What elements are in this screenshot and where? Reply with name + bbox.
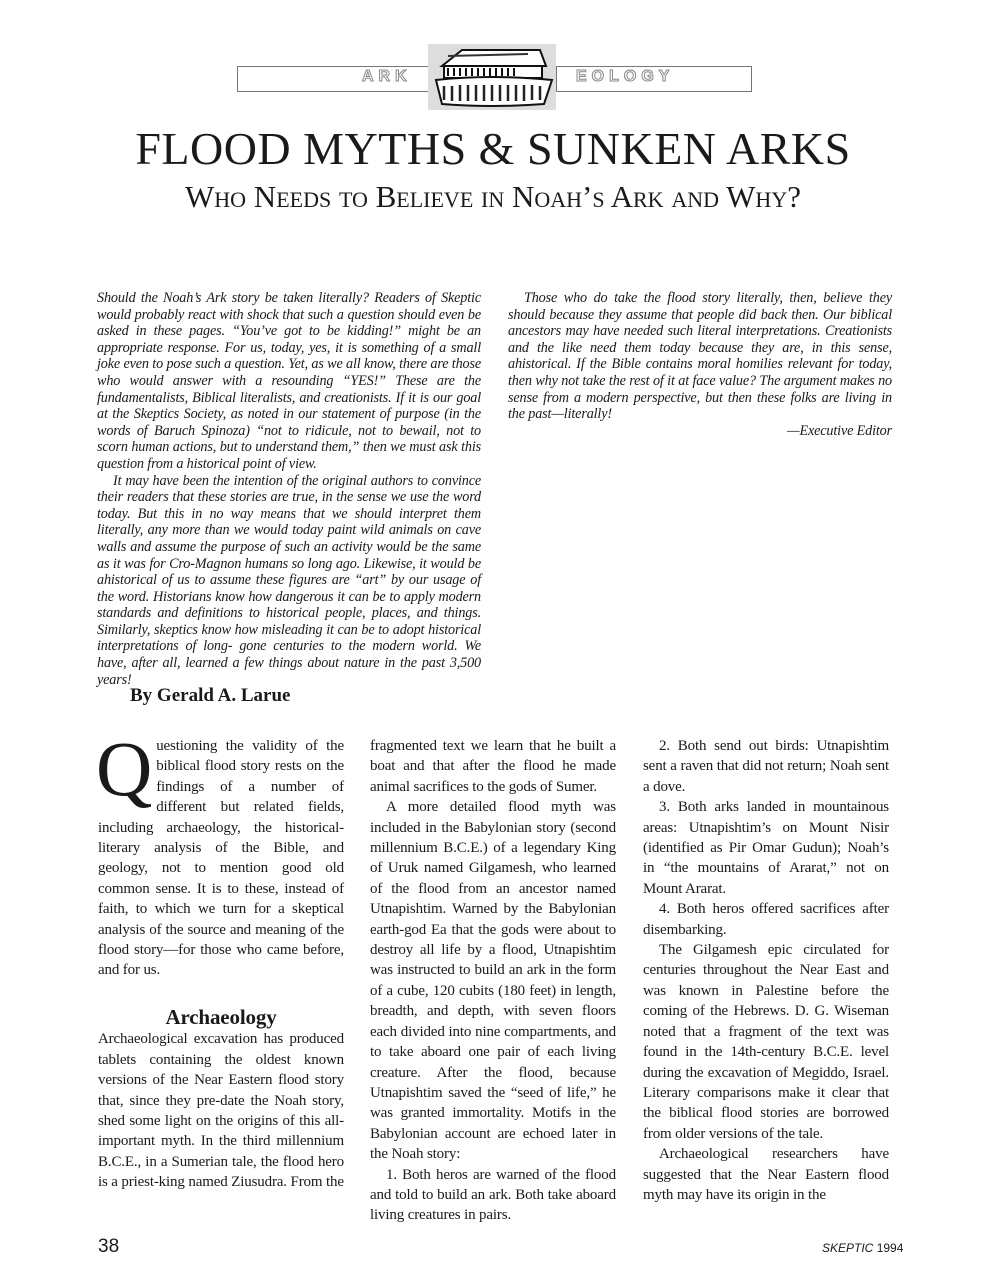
section-heading: Archaeology bbox=[165, 1004, 277, 1029]
header-label-right: EOLOGY bbox=[576, 68, 675, 85]
article-paragraph: 4. Both heros offered sacrifices after disembarking. bbox=[643, 901, 889, 938]
article-paragraph: 3. Both arks landed in mountainous areas: Utnapishtim’s on Mount Nisir (identified as Pir Omar Gudun); Noah’s in “the mountains of Ararat,” not on Mount Ararat. bbox=[643, 799, 889, 897]
article-paragraph: uestioning the validity of the biblical flood story rests on the findings of a number of different but related fields, including archaeology, the historical-literary analysis of the Bible, and geology, not to mention good old common sense. It is to these, instead of faith, to which we turn for a skeptical analysis of the source and meaning of the flood story—for those who came before, and for us. bbox=[98, 738, 344, 979]
byline: By Gerald A. Larue bbox=[130, 685, 291, 706]
intro-paragraph: It may have been the intention of the original authors to convince their readers that these stories are true, in the sense we use the word today. But this in no way means that we should interpret them literally, any more than we would today paint wild animals on cave walls and assume the purpose of such an activity would be the same as it was for Cro-Magnon humans so long ago. Likewise, it would be ahistorical of us to assume these figures are “art” by our usage of the word. Historians know how dangerous it can be to apply modern standards and definitions to historical people, places, and things. Similarly, skeptics know how misleading it can be to adopt historical interpretations of long- gone centuries to the modern world. We have, after all, learned a few things about nature in the past 3,500 years! bbox=[97, 472, 481, 688]
article-subtitle: Who Needs to Believe in Noah’s Ark and Why? bbox=[185, 179, 801, 214]
article-paragraph: 1. Both heros are warned of the flood and told to build an ark. Both take aboard living creatures in pairs. bbox=[370, 1166, 616, 1224]
ark-illustration bbox=[428, 44, 556, 110]
article-paragraph: Archaeological researchers have suggested that the Near Eastern flood myth may have its origin in the bbox=[643, 1146, 889, 1203]
magazine-name: SKEPTIC bbox=[822, 1241, 874, 1255]
issue-year: 1994 bbox=[876, 1241, 904, 1255]
drop-cap: Q bbox=[96, 725, 153, 812]
article-title: FLOOD MYTHS & SUNKEN ARKS bbox=[135, 123, 851, 174]
article-column-2 bbox=[370, 736, 616, 1226]
intro-signature: —Executive Editor bbox=[787, 422, 892, 439]
article-paragraph: Archaeological excavation has produced tablets containing the oldest known versions of the Near Eastern flood story that, since they pre-date the Noah story, shed some light on the origins of this all-important myth. In the third millennium B.C.E., in a Sumerian tale, the flood hero is a priest-king named Ziusudra. From the bbox=[98, 1031, 344, 1191]
intro-paragraph: Should the Noah’s Ark story be taken literally? Readers of Skeptic would probably react with shock that such a question should even be asked in these pages. “You’ve got to be kidding!” might be an appropriate response. For us, today, yes, it is something of a small joke even to pose such a question. Yet, as we all know, there are those who would answer with a resounding “YES!” These are the fundamentalists, Biblical literalists, and creationists. If it is our goal at the Skeptics Society, as noted in our statement of purpose (in the words of Baruch Spinoza) “not to ridicule, not to bewail, not to scorn human actions, but to understand them,” then we must ask this question from a historical point of view. bbox=[97, 290, 481, 472]
article-paragraph: A more detailed flood myth was included in the Babylonian story (second millennium B.C.E.) of a legendary King of Uruk named Gilgamesh, who learned of the flood from an ancestor named Utnapishtim. Warned by the Babylonian earth-god Ea that the gods were about to destroy all life by a flood, Utnapishtim was instructed to build an ark in the form of a cube, 120 cubits (180 feet) in length, breadth, and depth, with seven floors each divided into nine compartments, and to take aboard one pair of each living creature. After the flood, because Utnapishtim saved the “seed of life,” he was granted immortality. Motifs in the Babylonian account are echoed later in the Noah story: bbox=[370, 799, 616, 1163]
page-number: 38 bbox=[98, 1236, 120, 1257]
header-label-left: ARK bbox=[362, 68, 412, 85]
intro-paragraph: Those who do take the flood story literally, then, believe they should because they assume that people did back then. Our biblical ancestors may have needed such literal interpretations. Creationists and the like need them today because they are, in this sense, ahistorical. If the Bible contains moral homilies relevant for today, then why not take the rest of it at face value? The argument makes no sense from a modern perspective, but then these folks are living in the past—literally! bbox=[508, 290, 892, 423]
article-paragraph: fragmented text we learn that he built a boat and that after the flood he made animal sacrifices to the gods of Sumer. bbox=[370, 738, 616, 795]
article-paragraph: The Gilgamesh epic circulated for centuries throughout the Near East and was known in Palestine before the coming of the Hebrews. D. G. Wiseman noted that a fragment of the text was found in the 14th-century B.C.E. level during the excavation of Megiddo, Israel. Literary comparisons make it clear that the biblical flood stories are borrowed from older versions of the tale. bbox=[643, 942, 889, 1142]
article-column-3 bbox=[643, 736, 889, 1205]
article-paragraph: 2. Both send out birds: Utnapishtim sent a raven that did not return; Noah sent a dove. bbox=[643, 738, 889, 795]
article-column-1 bbox=[96, 725, 344, 1193]
editor-intro-col-1 bbox=[97, 290, 481, 688]
footer-publication bbox=[822, 1241, 903, 1255]
editor-intro-col-2 bbox=[508, 290, 892, 439]
